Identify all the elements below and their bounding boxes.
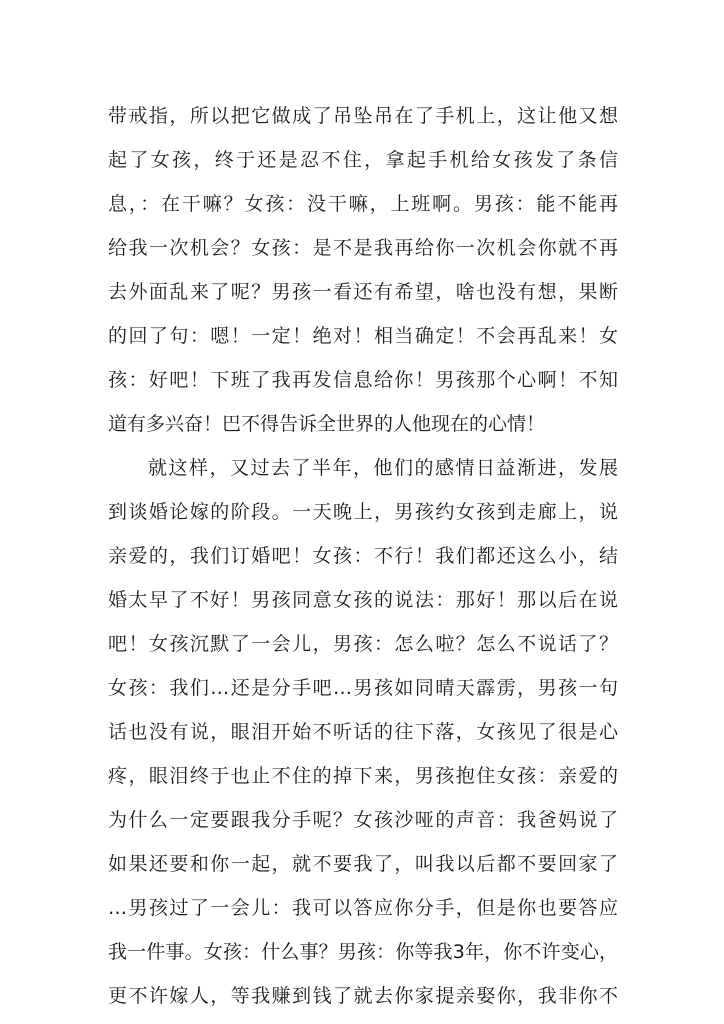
text-line: …男孩过了一会儿：我可以答应你分手，但是你也要答应	[108, 897, 618, 919]
text-line: 就这样，又过去了半年，他们的感情日益渐进，发展	[148, 457, 618, 479]
text-line: 道有多兴奋！巴不得告诉全世界的人他现在的心情！	[108, 413, 546, 435]
text-line: 去外面乱来了呢？男孩一看还有希望，啥也没有想，果断	[108, 281, 618, 303]
paragraph-2	[108, 450, 618, 1022]
text-line: 为什么一定要跟我分手呢？女孩沙哑的声音：我爸妈说了	[108, 809, 618, 831]
text-line: 话也没有说，眼泪开始不听话的往下落，女孩见了很是心	[108, 721, 618, 743]
text-line: 女孩：我们…还是分手吧…男孩如同晴天霹雳，男孩一句	[108, 677, 618, 699]
text-line: 起了女孩，终于还是忍不住，拿起手机给女孩发了条信	[108, 149, 618, 171]
text-line: 亲爱的，我们订婚吧！女孩：不行！我们都还这么小，结	[108, 545, 618, 567]
text-line: 吧！女孩沉默了一会儿，男孩：怎么啦？怎么不说话了？	[108, 633, 618, 655]
text-line: 孩：好吧！下班了我再发信息给你！男孩那个心啊！不知	[108, 369, 618, 391]
text-line: 息，：在干嘛？女孩：没干嘛，上班啊。男孩：能不能再	[108, 193, 618, 215]
text-line: 婚太早了不好！男孩同意女孩的说法：那好！那以后在说	[108, 589, 618, 611]
text-line: 更不许嫁人，等我赚到钱了就去你家提亲娶你，我非你不	[108, 985, 618, 1007]
text-line: 到谈婚论嫁的阶段。一天晚上，男孩约女孩到走廊上，说	[108, 501, 618, 523]
text-line: 如果还要和你一起，就不要我了，叫我以后都不要回家了	[108, 853, 618, 875]
text-line: 疼，眼泪终于也止不住的掉下来，男孩抱住女孩：亲爱的	[108, 765, 618, 787]
text-line: 带戒指，所以把它做成了吊坠吊在了手机上，这让他又想	[108, 105, 618, 127]
text-line: 给我一次机会？女孩：是不是我再给你一次机会你就不再	[108, 237, 618, 259]
text-line: 我一件事。女孩：什么事？男孩：你等我3年，你不许变心，	[108, 941, 618, 963]
paragraph-1	[108, 98, 618, 450]
text-line: 的回了句：嗯！一定！绝对！相当确定！不会再乱来！女	[108, 325, 618, 347]
